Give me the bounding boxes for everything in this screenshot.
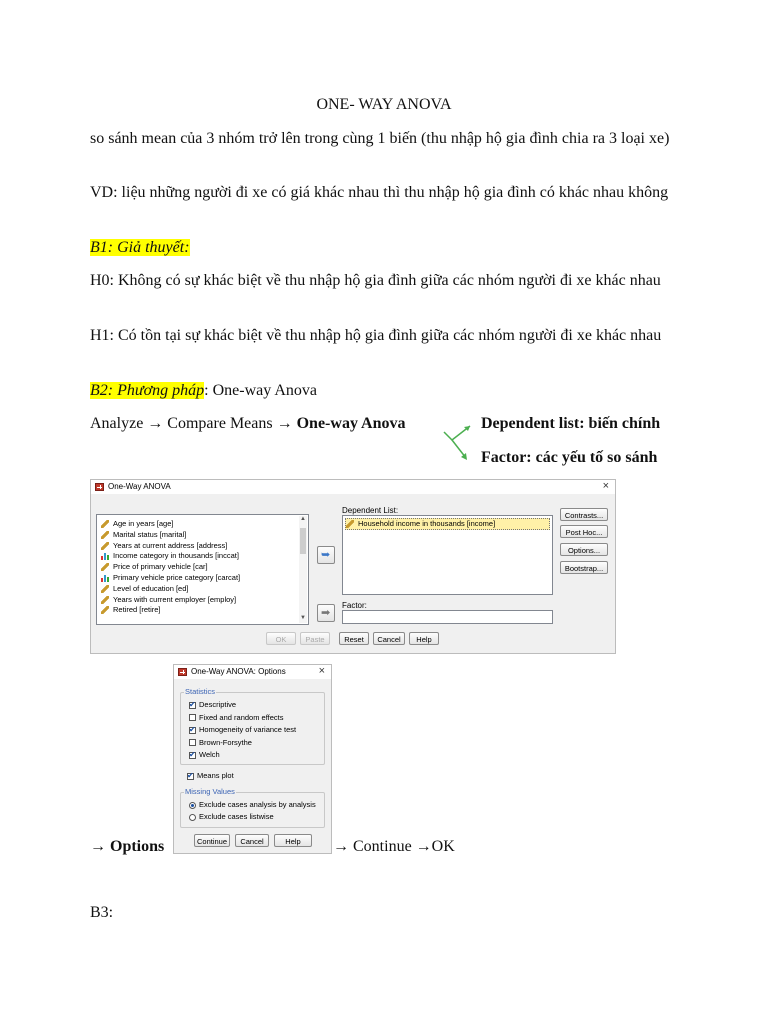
dependent-list-item[interactable] xyxy=(345,518,550,530)
arrow-left-icon: ➥ xyxy=(321,549,331,561)
spss-table-icon xyxy=(178,668,187,676)
move-to-factor-button[interactable] xyxy=(317,604,335,622)
branch-dependent xyxy=(481,413,721,435)
close-icon[interactable]: × xyxy=(602,480,609,492)
checkbox-icon xyxy=(187,773,194,780)
options-dialog xyxy=(173,664,332,854)
dependent-item-label: Household income in thousands [income] xyxy=(358,519,496,528)
branch-arrows xyxy=(440,418,482,466)
missing-values-option-label: Exclude cases listwise xyxy=(199,812,274,821)
pencil-icon xyxy=(101,596,109,604)
statistic-checkbox[interactable] xyxy=(189,699,236,710)
statistic-label: Descriptive xyxy=(199,700,237,709)
statistics-group xyxy=(180,687,325,765)
statistic-checkbox[interactable] xyxy=(189,737,252,748)
variable-label: Primary vehicle price category [carcat] xyxy=(113,573,241,582)
variable-label: Income category in thousands [inccat] xyxy=(113,551,239,561)
spss-table-icon xyxy=(95,483,104,491)
variable-item[interactable] xyxy=(101,551,239,561)
scroll-up-icon[interactable]: ▲ xyxy=(300,516,306,522)
missing-values-radio[interactable] xyxy=(189,811,274,822)
b1-label: B1: Giả thuyết: xyxy=(90,239,190,256)
options-step-suffix: → Continue →OK xyxy=(333,838,455,855)
paste-button[interactable]: Paste xyxy=(300,632,330,645)
options-step-bold: Options xyxy=(110,838,165,855)
help-button[interactable]: Help xyxy=(409,632,439,645)
statistic-label: Homogeneity of variance test xyxy=(199,725,297,735)
options-cancel-button[interactable]: Cancel xyxy=(235,834,269,847)
checkbox-icon xyxy=(189,702,196,709)
variable-item[interactable] xyxy=(101,573,240,583)
variable-label: Marital status [marital] xyxy=(113,529,187,539)
menu-path-prefix: Analyze → Compare Means → xyxy=(90,415,297,432)
checkbox-icon xyxy=(189,752,196,759)
variable-label: Level of education [ed] xyxy=(113,583,189,593)
missing-values-group xyxy=(180,787,325,828)
variable-item[interactable] xyxy=(101,530,186,540)
move-to-dependent-button[interactable] xyxy=(317,546,335,564)
statistic-label: Welch xyxy=(199,750,220,760)
options-button[interactable]: Options... xyxy=(560,543,608,556)
statistic-checkbox[interactable] xyxy=(189,724,296,735)
variable-item[interactable] xyxy=(101,519,173,529)
close-icon[interactable]: × xyxy=(318,665,325,677)
b2-heading xyxy=(90,380,690,402)
reset-button[interactable]: Reset xyxy=(339,632,369,645)
pencil-icon xyxy=(101,531,109,539)
anova-titlebar xyxy=(91,480,615,494)
missing-values-radio[interactable] xyxy=(189,799,316,810)
scrollbar-thumb[interactable] xyxy=(300,528,306,554)
factor-field[interactable] xyxy=(342,610,553,624)
pencil-icon xyxy=(101,542,109,550)
options-help-button[interactable]: Help xyxy=(274,834,312,847)
checkbox-icon xyxy=(189,739,196,746)
means-plot-label: Means plot xyxy=(197,771,234,780)
statistic-checkbox[interactable] xyxy=(189,712,284,723)
pencil-icon xyxy=(101,585,109,593)
b2-rest: : One-way Anova xyxy=(204,382,317,399)
h1-paragraph: H1: Có tồn tại sự khác biệt về thu nhập hộ gia đình giữa các nhóm người đi xe khác nhau xyxy=(90,327,662,344)
options-title: One-Way ANOVA: Options xyxy=(191,667,286,676)
contrasts-button[interactable]: Contrasts... xyxy=(560,508,608,521)
checkbox-icon xyxy=(189,727,196,734)
options-step-prefix xyxy=(90,836,180,858)
variable-label: Years with current employer [employ] xyxy=(113,594,237,604)
variable-list[interactable] xyxy=(96,514,309,625)
missing-values-label: Missing Values xyxy=(185,787,235,796)
b2-label: B2: Phương pháp xyxy=(90,382,205,399)
options-titlebar xyxy=(174,665,331,679)
h0-paragraph: H0: Không có sự khác biệt về thu nhập hộ gia đình giữa các nhóm người đi xe khác nhau xyxy=(90,272,661,289)
checkbox-icon xyxy=(189,714,196,721)
dependent-list[interactable] xyxy=(342,515,553,595)
b1-heading xyxy=(90,237,690,259)
branch-factor-text: Factor: các yếu tố so sánh xyxy=(481,449,658,466)
branch-dependent-text: Dependent list: biến chính xyxy=(481,415,661,432)
pencil-icon xyxy=(101,606,109,614)
example-paragraph: VD: liệu những người đi xe có giá khác nhau thì thu nhập hộ gia đình có khác nhau không xyxy=(90,184,669,201)
arrow-right-icon: ➡ xyxy=(321,607,331,619)
bootstrap-button[interactable]: Bootstrap... xyxy=(560,561,608,574)
statistic-checkbox[interactable] xyxy=(189,749,220,760)
bar-chart-icon xyxy=(101,552,109,560)
variable-item[interactable] xyxy=(101,605,161,615)
b3-heading: B3: xyxy=(90,904,114,921)
bar-chart-icon xyxy=(101,574,109,582)
missing-values-option-label: Exclude cases analysis by analysis xyxy=(199,800,316,809)
anova-title: One-Way ANOVA xyxy=(108,482,171,491)
menu-path xyxy=(90,413,450,435)
pencil-icon xyxy=(101,563,109,571)
pencil-icon xyxy=(346,520,354,528)
variable-item[interactable] xyxy=(101,541,227,551)
scroll-down-icon[interactable]: ▼ xyxy=(300,615,306,621)
variable-item[interactable] xyxy=(101,584,188,594)
anova-dialog xyxy=(90,479,616,654)
statistic-label: Fixed and random effects xyxy=(199,712,284,722)
dependent-list-label: Dependent List: xyxy=(342,506,399,515)
menu-path-bold: One-way Anova xyxy=(296,415,406,432)
variable-label: Years at current address [address] xyxy=(113,540,228,550)
radio-icon xyxy=(189,814,196,821)
variable-label: Price of primary vehicle [car] xyxy=(113,562,208,572)
pencil-icon xyxy=(101,520,109,528)
variable-item[interactable] xyxy=(101,562,208,572)
ok-button[interactable]: OK xyxy=(266,632,296,645)
variable-label: Age in years [age] xyxy=(113,519,174,528)
variable-list-scrollbar[interactable] xyxy=(299,516,307,623)
post-hoc-button[interactable]: Post Hoc... xyxy=(560,525,608,538)
factor-label: Factor: xyxy=(342,601,367,610)
radio-icon xyxy=(189,802,196,809)
page-title: ONE- WAY ANOVA xyxy=(316,96,452,113)
continue-button[interactable]: Continue xyxy=(194,834,230,847)
variable-item[interactable] xyxy=(101,595,236,605)
intro-paragraph: so sánh mean của 3 nhóm trở lên trong cùng 1 biến (thu nhập hộ gia đình chia ra 3 loại xe) xyxy=(90,130,670,147)
statistic-label: Brown-Forsythe xyxy=(199,737,252,747)
means-plot-checkbox[interactable] xyxy=(187,770,234,781)
cancel-button[interactable]: Cancel xyxy=(373,632,405,645)
arrow-head-factor xyxy=(461,453,467,460)
statistics-label: Statistics xyxy=(185,687,216,696)
arrow-text: → xyxy=(90,838,110,855)
branch-factor xyxy=(481,447,721,469)
variable-label: Retired [retire] xyxy=(113,605,161,615)
